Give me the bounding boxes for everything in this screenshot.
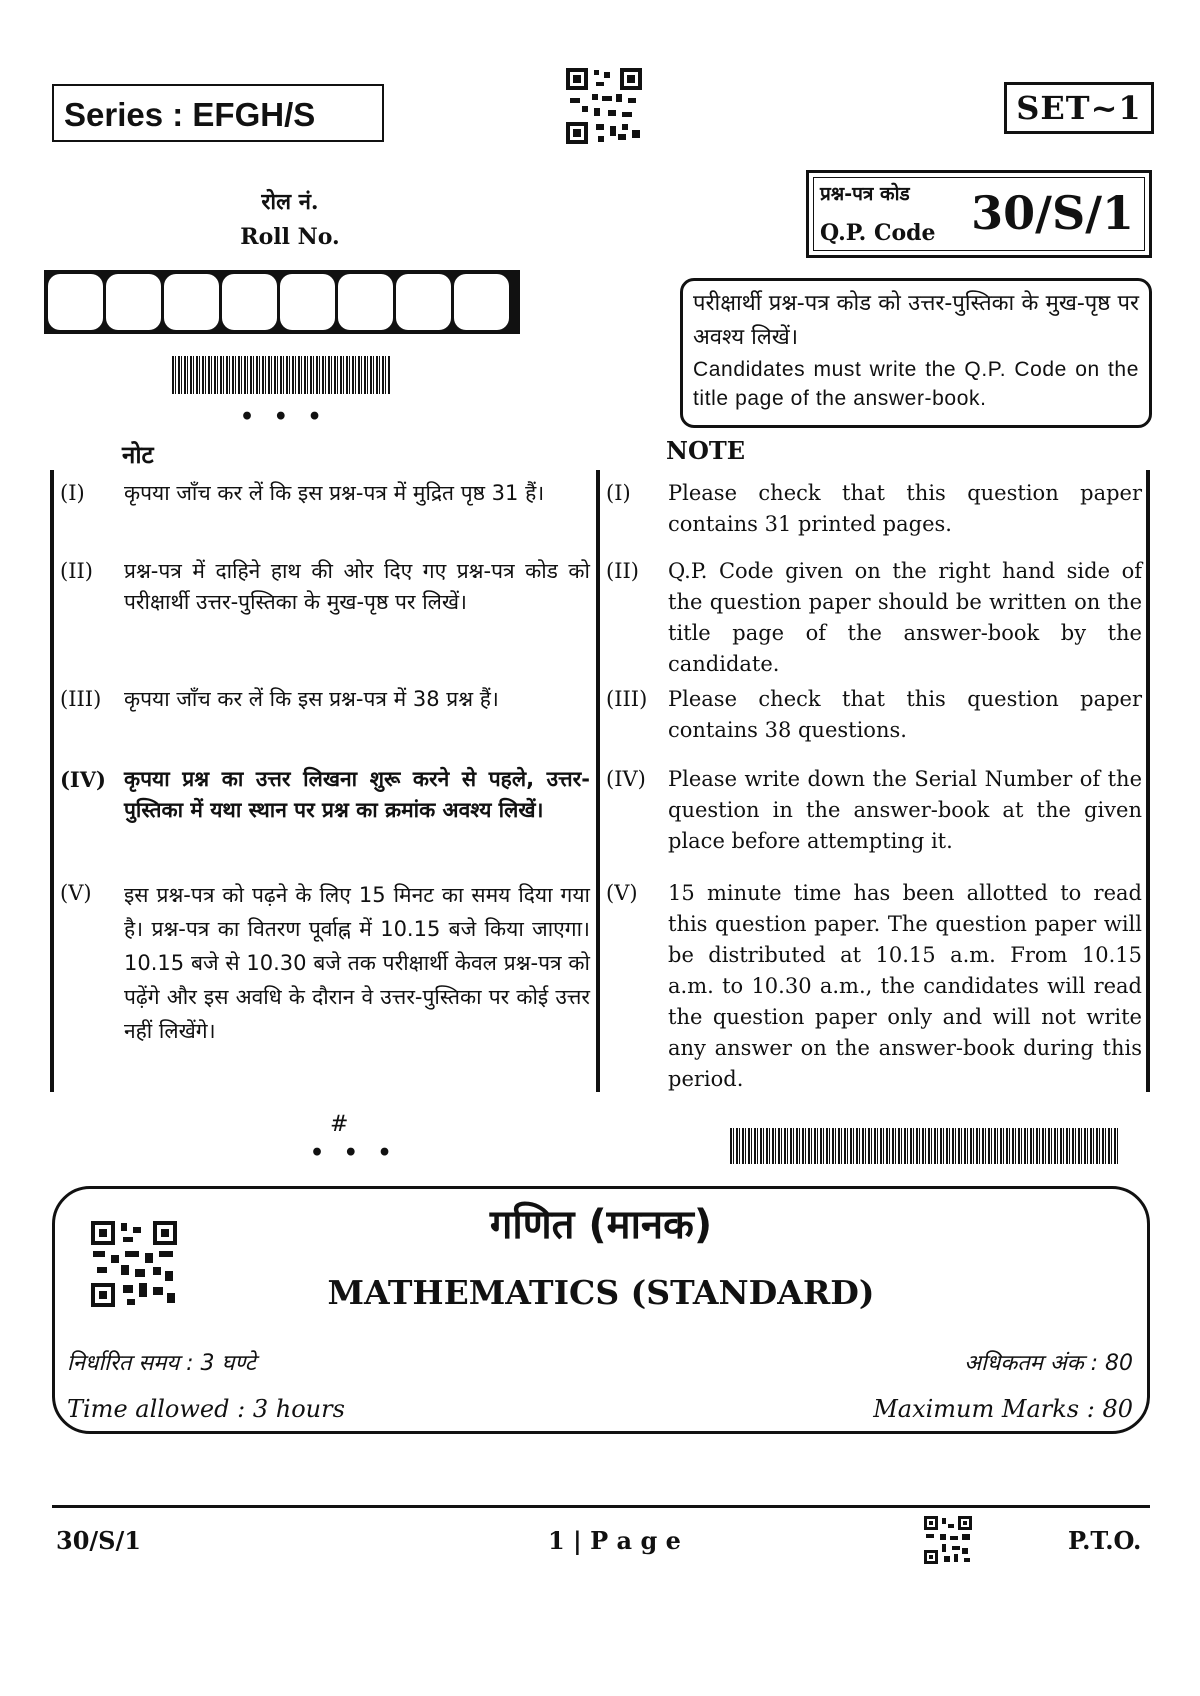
note-item-hindi: [60, 556, 590, 666]
roll-cell[interactable]: [396, 274, 451, 330]
notice-english: Candidates must write the Q.P. Code on the title page of the answer-book.: [693, 358, 1139, 410]
barcode-middle-icon: [730, 1128, 1118, 1164]
item-number: (I): [606, 481, 631, 505]
footer-code: 30/S/1: [56, 1526, 141, 1555]
roll-label-english: Roll No.: [240, 224, 340, 250]
roll-cell[interactable]: [280, 274, 335, 330]
time-allowed-english: Time allowed : 3 hours: [67, 1395, 345, 1423]
max-marks-english: Maximum Marks : 80: [873, 1395, 1133, 1423]
set-label: SET~1: [1004, 82, 1154, 134]
item-number: (I): [60, 481, 85, 505]
note-item-english: [606, 684, 1142, 754]
series-label: Series : EFGH/S: [52, 84, 384, 142]
subject-title-box: [52, 1186, 1150, 1434]
note-item-hindi: [60, 878, 590, 1088]
subject-title-english: MATHEMATICS (STANDARD): [327, 1273, 875, 1312]
note-item-hindi: [60, 764, 590, 864]
center-rule: [596, 470, 600, 1092]
qp-code: 30/S/1: [971, 186, 1134, 240]
note-heading-english: NOTE: [666, 436, 745, 465]
footer-pto: P.T.O.: [1068, 1526, 1142, 1555]
roll-cell[interactable]: [48, 274, 103, 330]
item-text: कृपया जाँच कर लें कि इस प्रश्न-पत्र में मुद्रित पृष्ठ 31 हैं।: [124, 481, 545, 505]
roll-cell[interactable]: [164, 274, 219, 330]
item-number: (V): [606, 881, 638, 905]
item-text: Please check that this question paper contains 38 questions.: [668, 687, 1142, 742]
subject-title-hindi: गणित (मानक): [489, 1202, 713, 1248]
qp-label-english: Q.P. Code: [820, 220, 936, 246]
note-item-hindi: [60, 478, 590, 548]
note-item-hindi: [60, 684, 590, 754]
item-number: (II): [606, 559, 639, 583]
time-allowed-hindi: निर्धारित समय : 3 घण्टे: [67, 1351, 256, 1376]
item-text: 15 minute time has been allotted to read this question paper. The question paper will be distributed at 10.15 a.m. From 10.15 a.m. to 10.30 a.m., the candidates will read the question paper only and will not write any answer on the answer-book during this period.: [668, 881, 1142, 1091]
max-marks-hindi: अधिकतम अंक : 80: [964, 1351, 1133, 1376]
roll-cell[interactable]: [454, 274, 509, 330]
qp-code-box: [806, 170, 1152, 258]
hash-mark: #: [330, 1112, 349, 1137]
note-item-english: [606, 878, 1142, 1091]
item-text: Q.P. Code given on the right hand side of the question paper should be written on the title page of the answer-book by the candidate.: [668, 559, 1142, 676]
roll-cell[interactable]: [106, 274, 161, 330]
note-heading-hindi: नोट: [122, 441, 154, 469]
notice-box: [680, 278, 1152, 428]
qp-label-hindi: प्रश्न-पत्र कोड: [820, 183, 910, 205]
barcode-top-icon: [172, 356, 390, 394]
item-number: (II): [60, 559, 93, 583]
roll-cell[interactable]: [222, 274, 277, 330]
item-text: Please check that this question paper contains 31 printed pages.: [668, 481, 1142, 536]
item-text: प्रश्न-पत्र में दाहिने हाथ की ओर दिए गए प्रश्न-पत्र कोड को परीक्षार्थी उत्तर-पुस्तिका के मुख-पृष्ठ पर लिखें।: [124, 559, 590, 614]
qr-code-footer-icon: [924, 1516, 972, 1564]
qr-code-top-icon: [566, 68, 642, 144]
item-number: (V): [60, 881, 92, 905]
note-item-english: [606, 556, 1142, 680]
item-text: Please write down the Serial Number of the question in the answer-book at the given place before attempting it.: [668, 767, 1142, 853]
decorative-dots: • • •: [240, 404, 328, 430]
roll-label-hindi: रोल नं.: [261, 189, 319, 215]
right-rule: [1146, 470, 1150, 1092]
item-text: कृपया प्रश्न का उत्तर लिखना शुरू करने से पहले, उत्तर-पुस्तिका में यथा स्थान पर प्रश्न का क्रमांक अवश्य लिखें।: [124, 767, 590, 822]
item-number: (IV): [606, 767, 646, 791]
decorative-dots: • • •: [310, 1140, 398, 1166]
item-number: (IV): [60, 767, 106, 792]
roll-number-boxes[interactable]: [44, 270, 520, 334]
note-item-english: [606, 478, 1142, 548]
item-text: इस प्रश्न-पत्र को पढ़ने के लिए 15 मिनट का समय दिया गया है। प्रश्न-पत्र का वितरण पूर्वाह्न में 10.15 बजे किया जाएगा। 10.15 बजे से 10.30 बजे तक परीक्षार्थी केवल प्रश्न-पत्र को पढ़ेंगे और इस अवधि के दौरान वे उत्तर-पुस्तिका पर कोई उत्तर नहीं लिखेंगे।: [124, 883, 590, 1043]
footer-rule: [52, 1505, 1150, 1508]
item-number: (III): [606, 687, 648, 711]
item-text: कृपया जाँच कर लें कि इस प्रश्न-पत्र में 38 प्रश्न हैं।: [124, 687, 499, 711]
notice-hindi: परीक्षार्थी प्रश्न-पत्र कोड को उत्तर-पुस्तिका के मुख-पृष्ठ पर अवश्य लिखें।: [693, 291, 1139, 350]
left-rule: [50, 470, 54, 1092]
roll-cell[interactable]: [338, 274, 393, 330]
note-item-english: [606, 764, 1142, 864]
footer-page-number: 1 | P a g e: [548, 1526, 681, 1555]
item-number: (III): [60, 687, 102, 711]
